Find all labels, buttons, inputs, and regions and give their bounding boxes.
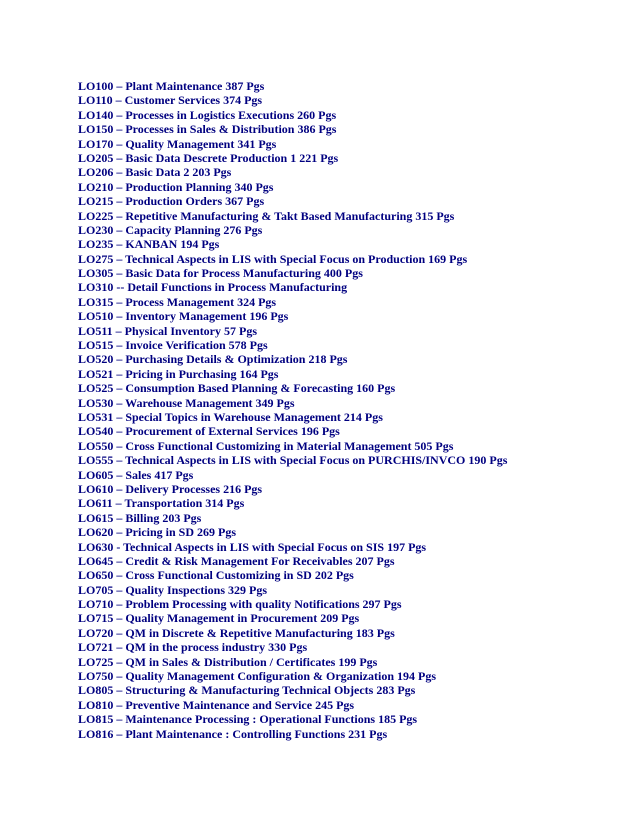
course-line: LO530 – Warehouse Management 349 Pgs [78, 395, 295, 410]
course-line: LO206 – Basic Data 2 203 Pgs [78, 165, 232, 180]
course-line: LO805 – Structuring & Manufacturing Technical Objects 283 Pgs [78, 683, 416, 698]
course-line: LO305 – Basic Data for Process Manufacturing 400 Pgs [78, 266, 363, 281]
course-line: LO605 – Sales 417 Pgs [78, 467, 194, 482]
course-line: LO810 – Preventive Maintenance and Service 245 Pgs [78, 697, 355, 712]
course-line: LO140 – Processes in Logistics Executions 260 Pgs [78, 107, 337, 122]
course-line: LO610 – Delivery Processes 216 Pgs [78, 481, 263, 496]
document-page [78, 79, 618, 741]
course-line: LO725 – QM in Sales & Distribution / Certificates 199 Pgs [78, 654, 378, 669]
course-line: LO720 – QM in Discrete & Repetitive Manufacturing 183 Pgs [78, 625, 395, 640]
course-line: LO645 – Credit & Risk Management For Receivables 207 Pgs [78, 553, 395, 568]
course-line: LO511 – Physical Inventory 57 Pgs [78, 323, 258, 338]
course-line: LO531 – Special Topics in Warehouse Management 214 Pgs [78, 409, 383, 424]
course-line: LO520 – Purchasing Details & Optimization 218 Pgs [78, 352, 348, 367]
course-line: LO100 – Plant Maintenance 387 Pgs [78, 79, 265, 93]
course-line: LO521 – Pricing in Purchasing 164 Pgs [78, 366, 279, 381]
course-line: LO715 – Quality Management in Procurement 209 Pgs [78, 611, 360, 626]
course-line: LO275 – Technical Aspects in LIS with Special Focus on Production 169 Pgs [78, 251, 468, 266]
course-line: LO620 – Pricing in SD 269 Pgs [78, 525, 237, 540]
course-line: LO816 – Plant Maintenance : Controlling Functions 231 Pgs [78, 726, 388, 741]
course-line: LO555 – Technical Aspects in LIS with Special Focus on PURCHIS/INVCO 190 Pgs [78, 453, 508, 468]
course-line: LO225 – Repetitive Manufacturing & Takt Based Manufacturing 315 Pgs [78, 208, 455, 223]
course-line: LO750 – Quality Management Configuration & Organization 194 Pgs [78, 669, 436, 684]
course-line: LO110 – Customer Services 374 Pgs [78, 93, 263, 108]
course-line: LO815 – Maintenance Processing : Operational Functions 185 Pgs [78, 712, 418, 727]
course-line: LO650 – Cross Functional Customizing in SD 202 Pgs [78, 568, 354, 583]
course-list [78, 79, 618, 741]
course-line: LO721 – QM in the process industry 330 Pgs [78, 640, 308, 655]
course-line: LO210 – Production Planning 340 Pgs [78, 179, 274, 194]
course-line: LO235 – KANBAN 194 Pgs [78, 237, 220, 252]
course-line: LO525 – Consumption Based Planning & Forecasting 160 Pgs [78, 381, 396, 396]
course-line: LO215 – Production Orders 367 Pgs [78, 194, 265, 209]
course-line: LO550 – Cross Functional Customizing in Material Management 505 Pgs [78, 438, 454, 453]
course-line: LO515 – Invoice Verification 578 Pgs [78, 338, 268, 353]
course-line: LO315 – Process Management 324 Pgs [78, 294, 277, 309]
course-line: LO630 - Technical Aspects in LIS with Special Focus on SIS 197 Pgs [78, 539, 427, 554]
course-line: LO230 – Capacity Planning 276 Pgs [78, 222, 263, 237]
course-line: LO611 – Transportation 314 Pgs [78, 496, 245, 511]
course-line: LO310 -- Detail Functions in Process Manufacturing [78, 280, 348, 295]
course-line: LO150 – Processes in Sales & Distribution 386 Pgs [78, 122, 337, 137]
course-line: LO710 – Problem Processing with quality Notifications 297 Pgs [78, 597, 402, 612]
course-line: LO615 – Billing 203 Pgs [78, 510, 202, 525]
course-line: LO540 – Procurement of External Services 196 Pgs [78, 424, 340, 439]
course-line: LO705 – Quality Inspections 329 Pgs [78, 582, 268, 597]
course-line: LO170 – Quality Management 341 Pgs [78, 136, 277, 151]
course-line: LO510 – Inventory Management 196 Pgs [78, 309, 289, 324]
course-line: LO205 – Basic Data Descrete Production 1 221 Pgs [78, 150, 339, 165]
